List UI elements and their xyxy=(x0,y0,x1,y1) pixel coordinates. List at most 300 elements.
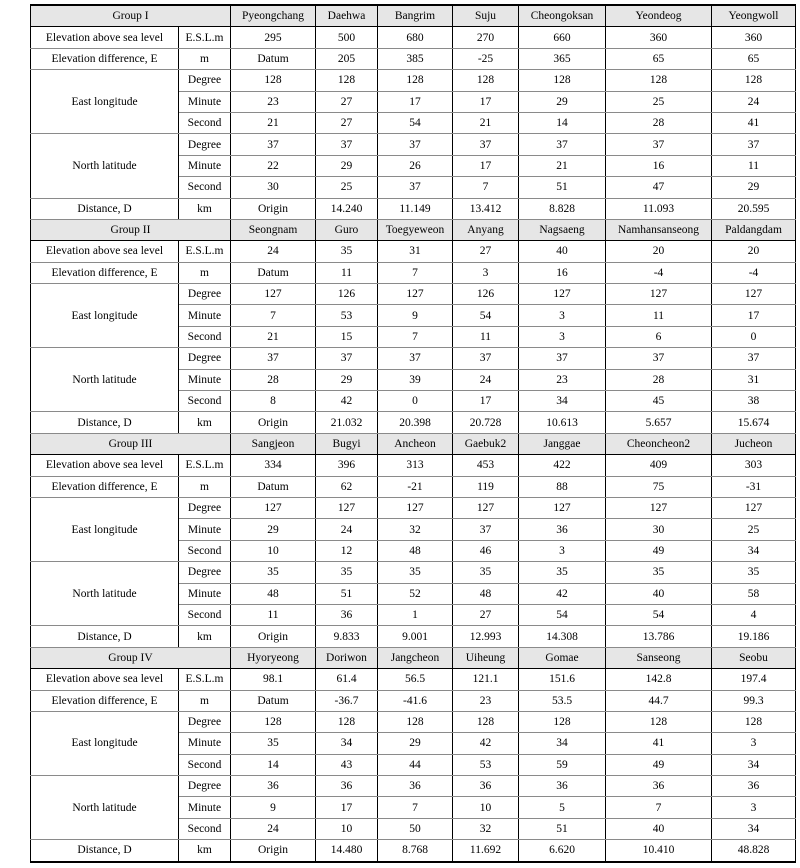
east-longitude-degree-value: 128 xyxy=(316,70,378,91)
group-name: Group III xyxy=(31,433,231,454)
esl-value: 660 xyxy=(519,27,606,48)
elevation-difference-value: Datum xyxy=(231,48,316,69)
elevation-difference-value: 16 xyxy=(519,262,606,283)
esl-row xyxy=(31,669,796,690)
distance-value: 11.692 xyxy=(453,840,519,862)
elevation-difference-row xyxy=(31,476,796,497)
esl-value: 334 xyxy=(231,455,316,476)
elevation-difference-row xyxy=(31,690,796,711)
esl-value: 40 xyxy=(519,241,606,262)
elevation-difference-row xyxy=(31,262,796,283)
station-name: Jucheon xyxy=(712,433,796,454)
north-latitude-second-value: 29 xyxy=(712,177,796,198)
station-name: Bangrim xyxy=(378,5,453,27)
distance-value: 8.828 xyxy=(519,198,606,219)
distance-unit: km xyxy=(179,840,231,862)
group-name: Group IV xyxy=(31,647,231,668)
esl-value: 500 xyxy=(316,27,378,48)
north-latitude-minute-value: 5 xyxy=(519,797,606,818)
esl-value: 24 xyxy=(231,241,316,262)
east-longitude-minute-value: 9 xyxy=(378,305,453,326)
elevation-difference-value: -31 xyxy=(712,476,796,497)
north-latitude-degree-value: 35 xyxy=(606,562,712,583)
station-name: Bugyi xyxy=(316,433,378,454)
north-latitude-minute-value: 24 xyxy=(453,369,519,390)
esl-value: 422 xyxy=(519,455,606,476)
north-latitude-label: North latitude xyxy=(31,776,179,840)
north-latitude-minute-value: 16 xyxy=(606,155,712,176)
station-name: Sanseong xyxy=(606,647,712,668)
east-longitude-minute-value: 3 xyxy=(712,733,796,754)
north-latitude-second-value: 34 xyxy=(712,818,796,839)
east-longitude-degree-value: 128 xyxy=(606,70,712,91)
elevation-difference-value: 53.5 xyxy=(519,690,606,711)
north-latitude-minute-value: 26 xyxy=(378,155,453,176)
esl-value: 270 xyxy=(453,27,519,48)
esl-value: 303 xyxy=(712,455,796,476)
minute-label: Minute xyxy=(179,155,231,176)
station-name: Gaebuk2 xyxy=(453,433,519,454)
esl-value: 121.1 xyxy=(453,669,519,690)
esl-value: 360 xyxy=(712,27,796,48)
east-longitude-minute-value: 24 xyxy=(712,91,796,112)
degree-label: Degree xyxy=(179,134,231,155)
east-longitude-second-value: 3 xyxy=(519,540,606,561)
east-longitude-minute-value: 25 xyxy=(606,91,712,112)
east-longitude-second-value: 7 xyxy=(378,326,453,347)
elevation-difference-value: 7 xyxy=(378,262,453,283)
east-longitude-minute-value: 7 xyxy=(231,305,316,326)
east-longitude-minute-value: 3 xyxy=(519,305,606,326)
north-latitude-second-value: 11 xyxy=(231,604,316,625)
east-longitude-label: East longitude xyxy=(31,711,179,775)
elevation-difference-value: 365 xyxy=(519,48,606,69)
north-latitude-minute-value: 3 xyxy=(712,797,796,818)
esl-value: 151.6 xyxy=(519,669,606,690)
north-latitude-minute-value: 10 xyxy=(453,797,519,818)
north-latitude-second-value: 24 xyxy=(231,818,316,839)
north-latitude-degree-row xyxy=(31,134,796,155)
elevation-difference-value: Datum xyxy=(231,690,316,711)
north-latitude-degree-value: 35 xyxy=(519,562,606,583)
elevation-difference-value: 99.3 xyxy=(712,690,796,711)
east-longitude-degree-value: 128 xyxy=(712,70,796,91)
east-longitude-degree-value: 127 xyxy=(231,284,316,305)
north-latitude-minute-value: 11 xyxy=(712,155,796,176)
north-latitude-second-value: 32 xyxy=(453,818,519,839)
station-name: Cheoncheon2 xyxy=(606,433,712,454)
east-longitude-second-value: 41 xyxy=(712,112,796,133)
station-name: Toegyeweon xyxy=(378,219,453,240)
east-longitude-degree-value: 128 xyxy=(453,70,519,91)
second-label: Second xyxy=(179,391,231,412)
esl-value: 20 xyxy=(712,241,796,262)
north-latitude-minute-value: 7 xyxy=(606,797,712,818)
esl-value: 396 xyxy=(316,455,378,476)
distance-value: 10.410 xyxy=(606,840,712,862)
distance-value: 19.186 xyxy=(712,626,796,647)
degree-label: Degree xyxy=(179,284,231,305)
north-latitude-second-value: 0 xyxy=(378,391,453,412)
esl-unit: E.S.L.m xyxy=(179,27,231,48)
distance-value: 14.308 xyxy=(519,626,606,647)
north-latitude-second-value: 51 xyxy=(519,177,606,198)
north-latitude-degree-row xyxy=(31,562,796,583)
north-latitude-second-value: 36 xyxy=(316,604,378,625)
distance-value: 8.768 xyxy=(378,840,453,862)
esl-value: 313 xyxy=(378,455,453,476)
east-longitude-degree-value: 128 xyxy=(316,711,378,732)
elevation-difference-value: -41.6 xyxy=(378,690,453,711)
elevation-difference-unit: m xyxy=(179,262,231,283)
north-latitude-label: North latitude xyxy=(31,348,179,412)
east-longitude-minute-value: 17 xyxy=(378,91,453,112)
north-latitude-second-value: 27 xyxy=(453,604,519,625)
north-latitude-degree-row xyxy=(31,348,796,369)
distance-value: 13.412 xyxy=(453,198,519,219)
degree-label: Degree xyxy=(179,562,231,583)
distance-value: 10.613 xyxy=(519,412,606,433)
elevation-difference-label: Elevation difference, E xyxy=(31,476,179,497)
north-latitude-degree-value: 35 xyxy=(231,562,316,583)
second-label: Second xyxy=(179,177,231,198)
distance-unit: km xyxy=(179,198,231,219)
elevation-difference-value: -36.7 xyxy=(316,690,378,711)
elevation-difference-value: 11 xyxy=(316,262,378,283)
north-latitude-second-value: 17 xyxy=(453,391,519,412)
north-latitude-degree-value: 37 xyxy=(316,134,378,155)
north-latitude-minute-value: 40 xyxy=(606,583,712,604)
esl-value: 453 xyxy=(453,455,519,476)
north-latitude-second-value: 54 xyxy=(519,604,606,625)
north-latitude-minute-value: 51 xyxy=(316,583,378,604)
station-name: Seobu xyxy=(712,647,796,668)
east-longitude-second-value: 59 xyxy=(519,754,606,775)
esl-value: 142.8 xyxy=(606,669,712,690)
distance-value: 9.001 xyxy=(378,626,453,647)
east-longitude-degree-value: 127 xyxy=(519,497,606,518)
north-latitude-degree-value: 35 xyxy=(712,562,796,583)
minute-label: Minute xyxy=(179,583,231,604)
north-latitude-minute-value: 21 xyxy=(519,155,606,176)
station-name: Cheongoksan xyxy=(519,5,606,27)
distance-value: 6.620 xyxy=(519,840,606,862)
elevation-difference-row xyxy=(31,48,796,69)
station-name: Daehwa xyxy=(316,5,378,27)
minute-label: Minute xyxy=(179,91,231,112)
north-latitude-second-value: 25 xyxy=(316,177,378,198)
east-longitude-minute-value: 34 xyxy=(316,733,378,754)
east-longitude-minute-value: 37 xyxy=(453,519,519,540)
group-header-row xyxy=(31,647,796,668)
north-latitude-minute-value: 52 xyxy=(378,583,453,604)
north-latitude-minute-value: 17 xyxy=(453,155,519,176)
north-latitude-degree-value: 36 xyxy=(606,776,712,797)
east-longitude-minute-value: 32 xyxy=(378,519,453,540)
north-latitude-second-value: 50 xyxy=(378,818,453,839)
east-longitude-second-value: 12 xyxy=(316,540,378,561)
north-latitude-degree-value: 37 xyxy=(231,134,316,155)
east-longitude-degree-value: 127 xyxy=(378,497,453,518)
elevation-difference-unit: m xyxy=(179,48,231,69)
north-latitude-degree-value: 37 xyxy=(453,348,519,369)
distance-value: 20.595 xyxy=(712,198,796,219)
north-latitude-minute-value: 42 xyxy=(519,583,606,604)
north-latitude-degree-value: 37 xyxy=(316,348,378,369)
distance-unit: km xyxy=(179,412,231,433)
distance-value: 5.657 xyxy=(606,412,712,433)
distance-value: Origin xyxy=(231,198,316,219)
station-name: Seongnam xyxy=(231,219,316,240)
group-header-row xyxy=(31,219,796,240)
north-latitude-minute-value: 7 xyxy=(378,797,453,818)
station-name: Yeondeog xyxy=(606,5,712,27)
north-latitude-minute-value: 29 xyxy=(316,155,378,176)
north-latitude-degree-value: 36 xyxy=(712,776,796,797)
elevation-difference-value: 3 xyxy=(453,262,519,283)
station-name: Jangcheon xyxy=(378,647,453,668)
distance-row xyxy=(31,198,796,219)
north-latitude-minute-value: 48 xyxy=(231,583,316,604)
esl-value: 360 xyxy=(606,27,712,48)
north-latitude-second-value: 10 xyxy=(316,818,378,839)
esl-value: 20 xyxy=(606,241,712,262)
east-longitude-minute-value: 30 xyxy=(606,519,712,540)
second-label: Second xyxy=(179,754,231,775)
esl-value: 31 xyxy=(378,241,453,262)
distance-value: 11.093 xyxy=(606,198,712,219)
distance-value: 9.833 xyxy=(316,626,378,647)
minute-label: Minute xyxy=(179,519,231,540)
distance-label: Distance, D xyxy=(31,198,179,219)
east-longitude-second-value: 34 xyxy=(712,540,796,561)
distance-value: 20.398 xyxy=(378,412,453,433)
esl-unit: E.S.L.m xyxy=(179,669,231,690)
distance-value: Origin xyxy=(231,840,316,862)
north-latitude-degree-value: 36 xyxy=(453,776,519,797)
north-latitude-second-value: 37 xyxy=(378,177,453,198)
east-longitude-second-value: 15 xyxy=(316,326,378,347)
esl-row xyxy=(31,455,796,476)
north-latitude-degree-value: 36 xyxy=(316,776,378,797)
esl-value: 197.4 xyxy=(712,669,796,690)
north-latitude-second-value: 30 xyxy=(231,177,316,198)
esl-label: Elevation above sea level xyxy=(31,27,179,48)
east-longitude-degree-value: 127 xyxy=(712,284,796,305)
north-latitude-minute-value: 58 xyxy=(712,583,796,604)
east-longitude-degree-value: 127 xyxy=(712,497,796,518)
east-longitude-degree-row xyxy=(31,284,796,305)
station-name: Paldangdam xyxy=(712,219,796,240)
station-name: Gomae xyxy=(519,647,606,668)
distance-value: 12.993 xyxy=(453,626,519,647)
elevation-difference-value: 75 xyxy=(606,476,712,497)
elevation-difference-value: 23 xyxy=(453,690,519,711)
elevation-difference-value: 119 xyxy=(453,476,519,497)
esl-unit: E.S.L.m xyxy=(179,241,231,262)
distance-value: Origin xyxy=(231,626,316,647)
north-latitude-minute-value: 23 xyxy=(519,369,606,390)
east-longitude-minute-value: 11 xyxy=(606,305,712,326)
distance-value: 48.828 xyxy=(712,840,796,862)
north-latitude-minute-value: 22 xyxy=(231,155,316,176)
esl-value: 27 xyxy=(453,241,519,262)
elevation-difference-value: -21 xyxy=(378,476,453,497)
minute-label: Minute xyxy=(179,797,231,818)
east-longitude-degree-value: 128 xyxy=(519,70,606,91)
east-longitude-minute-value: 34 xyxy=(519,733,606,754)
station-name: Anyang xyxy=(453,219,519,240)
distance-label: Distance, D xyxy=(31,840,179,862)
north-latitude-minute-value: 17 xyxy=(316,797,378,818)
station-coordinates-table xyxy=(30,4,796,863)
east-longitude-minute-value: 41 xyxy=(606,733,712,754)
north-latitude-degree-value: 35 xyxy=(378,562,453,583)
station-name: Nagsaeng xyxy=(519,219,606,240)
east-longitude-degree-value: 127 xyxy=(316,497,378,518)
north-latitude-label: North latitude xyxy=(31,134,179,198)
group-header-row xyxy=(31,5,796,27)
esl-row xyxy=(31,27,796,48)
east-longitude-degree-value: 128 xyxy=(231,70,316,91)
east-longitude-minute-value: 29 xyxy=(378,733,453,754)
distance-value: 15.674 xyxy=(712,412,796,433)
east-longitude-degree-value: 128 xyxy=(453,711,519,732)
distance-unit: km xyxy=(179,626,231,647)
elevation-difference-value: 88 xyxy=(519,476,606,497)
north-latitude-second-value: 8 xyxy=(231,391,316,412)
east-longitude-second-value: 21 xyxy=(231,112,316,133)
east-longitude-second-value: 3 xyxy=(519,326,606,347)
elevation-difference-value: Datum xyxy=(231,262,316,283)
east-longitude-second-value: 44 xyxy=(378,754,453,775)
esl-value: 98.1 xyxy=(231,669,316,690)
distance-value: 13.786 xyxy=(606,626,712,647)
east-longitude-second-value: 14 xyxy=(519,112,606,133)
east-longitude-second-value: 49 xyxy=(606,540,712,561)
elevation-difference-label: Elevation difference, E xyxy=(31,690,179,711)
east-longitude-degree-row xyxy=(31,70,796,91)
elevation-difference-label: Elevation difference, E xyxy=(31,262,179,283)
north-latitude-label: North latitude xyxy=(31,562,179,626)
elevation-difference-value: 62 xyxy=(316,476,378,497)
distance-label: Distance, D xyxy=(31,626,179,647)
east-longitude-degree-value: 127 xyxy=(606,497,712,518)
elevation-difference-value: -4 xyxy=(712,262,796,283)
north-latitude-minute-value: 28 xyxy=(606,369,712,390)
distance-value: 14.240 xyxy=(316,198,378,219)
north-latitude-degree-value: 37 xyxy=(231,348,316,369)
east-longitude-minute-value: 53 xyxy=(316,305,378,326)
north-latitude-second-value: 40 xyxy=(606,818,712,839)
north-latitude-second-value: 47 xyxy=(606,177,712,198)
east-longitude-second-value: 11 xyxy=(453,326,519,347)
east-longitude-minute-value: 29 xyxy=(519,91,606,112)
east-longitude-minute-value: 36 xyxy=(519,519,606,540)
distance-value: Origin xyxy=(231,412,316,433)
esl-row xyxy=(31,241,796,262)
north-latitude-second-value: 42 xyxy=(316,391,378,412)
distance-value: 20.728 xyxy=(453,412,519,433)
east-longitude-degree-row xyxy=(31,497,796,518)
east-longitude-label: East longitude xyxy=(31,497,179,561)
east-longitude-label: East longitude xyxy=(31,284,179,348)
north-latitude-minute-value: 31 xyxy=(712,369,796,390)
esl-unit: E.S.L.m xyxy=(179,455,231,476)
elevation-difference-value: Datum xyxy=(231,476,316,497)
east-longitude-second-value: 10 xyxy=(231,540,316,561)
east-longitude-degree-value: 127 xyxy=(378,284,453,305)
east-longitude-minute-value: 23 xyxy=(231,91,316,112)
east-longitude-second-value: 6 xyxy=(606,326,712,347)
distance-row xyxy=(31,412,796,433)
elevation-difference-unit: m xyxy=(179,476,231,497)
station-name: Janggae xyxy=(519,433,606,454)
east-longitude-second-value: 21 xyxy=(453,112,519,133)
east-longitude-minute-value: 17 xyxy=(712,305,796,326)
degree-label: Degree xyxy=(179,776,231,797)
north-latitude-second-value: 45 xyxy=(606,391,712,412)
north-latitude-degree-value: 36 xyxy=(231,776,316,797)
station-name: Suju xyxy=(453,5,519,27)
north-latitude-second-value: 38 xyxy=(712,391,796,412)
second-label: Second xyxy=(179,326,231,347)
minute-label: Minute xyxy=(179,305,231,326)
east-longitude-minute-value: 29 xyxy=(231,519,316,540)
east-longitude-minute-value: 25 xyxy=(712,519,796,540)
east-longitude-label: East longitude xyxy=(31,70,179,134)
elevation-difference-value: -4 xyxy=(606,262,712,283)
east-longitude-degree-value: 128 xyxy=(378,70,453,91)
east-longitude-second-value: 48 xyxy=(378,540,453,561)
distance-value: 14.480 xyxy=(316,840,378,862)
north-latitude-second-value: 34 xyxy=(519,391,606,412)
distance-row xyxy=(31,840,796,862)
group-header-row xyxy=(31,433,796,454)
east-longitude-minute-value: 17 xyxy=(453,91,519,112)
group-name: Group I xyxy=(31,5,231,27)
east-longitude-degree-value: 128 xyxy=(378,711,453,732)
east-longitude-second-value: 53 xyxy=(453,754,519,775)
elevation-difference-unit: m xyxy=(179,690,231,711)
north-latitude-degree-value: 37 xyxy=(606,134,712,155)
north-latitude-degree-row xyxy=(31,776,796,797)
east-longitude-second-value: 54 xyxy=(378,112,453,133)
north-latitude-second-value: 4 xyxy=(712,604,796,625)
north-latitude-minute-value: 9 xyxy=(231,797,316,818)
elevation-difference-value: 205 xyxy=(316,48,378,69)
north-latitude-degree-value: 37 xyxy=(519,348,606,369)
north-latitude-degree-value: 37 xyxy=(378,348,453,369)
north-latitude-second-value: 1 xyxy=(378,604,453,625)
elevation-difference-value: 65 xyxy=(606,48,712,69)
north-latitude-second-value: 54 xyxy=(606,604,712,625)
north-latitude-degree-value: 36 xyxy=(519,776,606,797)
degree-label: Degree xyxy=(179,711,231,732)
esl-label: Elevation above sea level xyxy=(31,455,179,476)
elevation-difference-value: -25 xyxy=(453,48,519,69)
east-longitude-second-value: 14 xyxy=(231,754,316,775)
north-latitude-degree-value: 36 xyxy=(378,776,453,797)
east-longitude-minute-value: 35 xyxy=(231,733,316,754)
group-name: Group II xyxy=(31,219,231,240)
east-longitude-minute-value: 27 xyxy=(316,91,378,112)
distance-label: Distance, D xyxy=(31,412,179,433)
degree-label: Degree xyxy=(179,348,231,369)
east-longitude-minute-value: 24 xyxy=(316,519,378,540)
elevation-difference-label: Elevation difference, E xyxy=(31,48,179,69)
degree-label: Degree xyxy=(179,70,231,91)
